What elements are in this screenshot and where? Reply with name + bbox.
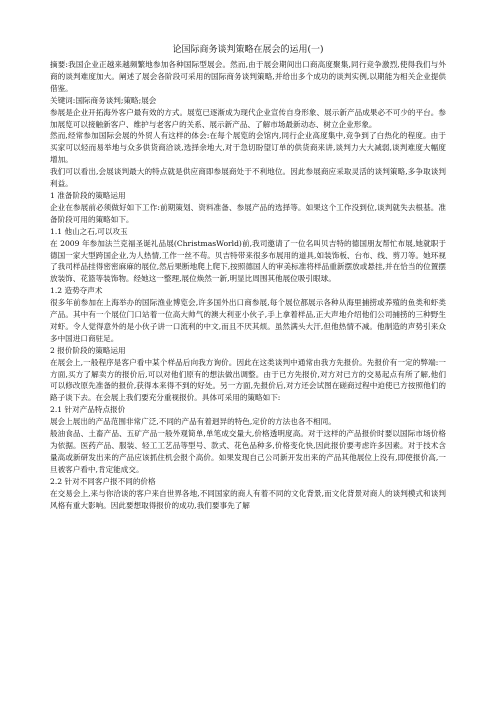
section-2-1-paragraph-1: 展会上展出的产品范围非常广泛,不同的产品有着迥异的特色,定价的方法也各不相同。 xyxy=(50,417,336,427)
section-2-1-paragraph-2: 般油食品、土畜产品、五矿产品一般外观简单,单笔成交量大,价格透明度高。对于这样的产品报价时要以国际市场价格为依据。医药产品、服装、轻工工艺品等型号、款式、花色品种多,价格变化快,因此报价要考虑许多因素。对于技术含量高或新研发出来的产品应该抓住机会报个高价。如果发现自己公司新开发出来的产品其他展位上没有,即使报价高,一旦被客户看中,肯定能成交。 xyxy=(50,429,446,474)
section-1-2-paragraph: 很多年前参加在上海举办的国际渔业博览会,许多国外出口商参展,每个展位都展示各种从海里捕捞或养殖的鱼类和虾类产品。其中有一个展位门口站着一位高大帅气的澳大利亚小伙子,手上拿着样品,正大声地介绍他们公司捕捞的三种野生对虾。令人觉得意外的是小伙子讲一口流利的中文,而且不厌其烦。虽然满头大汗,但他热情不减。他制造的声势引来众多中国进口商驻足。 xyxy=(50,298,446,343)
section-heading-2: 2 报价阶段的策略运用 xyxy=(50,345,126,355)
keywords: 关键词:国际商务谈判;策略;展会 xyxy=(50,95,157,105)
section-heading-1-2: 1.2 造势夺声术 xyxy=(50,286,103,296)
section-heading-2-2: 2.2 针对不同客户报不同的价格 xyxy=(50,476,156,486)
section-heading-1: 1 准备阶段的策略运用 xyxy=(50,190,126,200)
intro-paragraph-2: 然而,经常参加国际会展的外贸人有这样的体会:在每个展览的会馆内,同行企业高度集中,竞争到了白热化的程度。由于买家可以轻而易举地与众多供货商洽谈,选择余地大,对于急切盼望订单的供货商来讲,谈判力大大减弱,谈判难度大幅度增加。 xyxy=(50,131,446,165)
section-heading-2-1: 2.1 针对产品特点报价 xyxy=(50,405,126,415)
section-heading-1-1: 1.1 他山之石,可以攻玉 xyxy=(50,226,128,236)
section-2-2-paragraph: 在交易会上,来与你洽谈的客户来自世界各地,不同国家的商人有着不同的文化背景,而文化背景对商人的谈判模式和谈判风格有重大影响。因此要想取得报价的成功,我们要事先了解 xyxy=(50,488,446,510)
intro-paragraph-3: 我们可以看出,会展谈判最大的特点就是供应商即参展商处于不利地位。因此参展商应采取灵活的谈判策略,多争取谈判利益。 xyxy=(50,167,446,189)
section-2-paragraph: 在展会上,一般程序是客户看中某个样品后向我方询价。因此在这类谈判中通常由我方先报价。先报价有一定的弊端:一方面,买方了解卖方的报价后,可以对他们原有的想法做出调整。由于已方先报价,对方对已方的交易起点有所了解,他们可以修改原先准备的报价,获得本来得不到的好处。另一方面,先报价后,对方还会试图在磋商过程中迫使已方按照他们的路子谈下去。在会展上我们要充分重视报价。具体可采用的策略如下: xyxy=(50,357,446,403)
section-1-1-paragraph: 在 2009 年参加法兰克福圣诞礼品展(ChristmasWorld)前,我司邀请了一位名叫贝吉特的德国朋友帮忙布展,她就职于德国一家大型跨国企业,为人热情,工作一丝不苟。贝吉特带来很多布展用的道具,如装饰板、台布、线、剪刀等。她环视了我司样品挂得密密麻麻的展位,然后果断地爬上爬下,按照德国人的审美标准将样品重新摆放或悬挂,并在恰当的位置摆放装饰、花篮等装饰物。经她这一整理,展位焕然一新,明显比周围其他展位吸引眼球。 xyxy=(50,238,446,284)
intro-paragraph-1: 参展是企业开拓海外客户最有效的方式。展览已逐渐成为现代企业宣传自身形象、展示新产品成果必不可少的平台。参加展览可以接触新客户、维护与老客户的关系、展示新产品、了解市场最新动态、树立企业形象。 xyxy=(50,107,446,129)
page-title: 论国际商务谈判策略在展会的运用(一) xyxy=(172,45,324,55)
abstract: 摘要:我国企业正越来越频繁地参加各种国际型展会。然而,由于展会期间出口商高度聚集,同行竞争激烈,使得我们与外商的谈判难度加大。阐述了展会各阶段可采用的国际商务谈判策略,并给出多个成功的谈判实例,以期能为相关企业提供借鉴。 xyxy=(50,60,446,93)
section-1-paragraph: 企业在参展前必须做好如下工作:前期策划、资料准备、参展产品的选择等。如果这个工作没到位,谈判就失去根基。准备阶段可用的策略如下。 xyxy=(50,202,446,224)
